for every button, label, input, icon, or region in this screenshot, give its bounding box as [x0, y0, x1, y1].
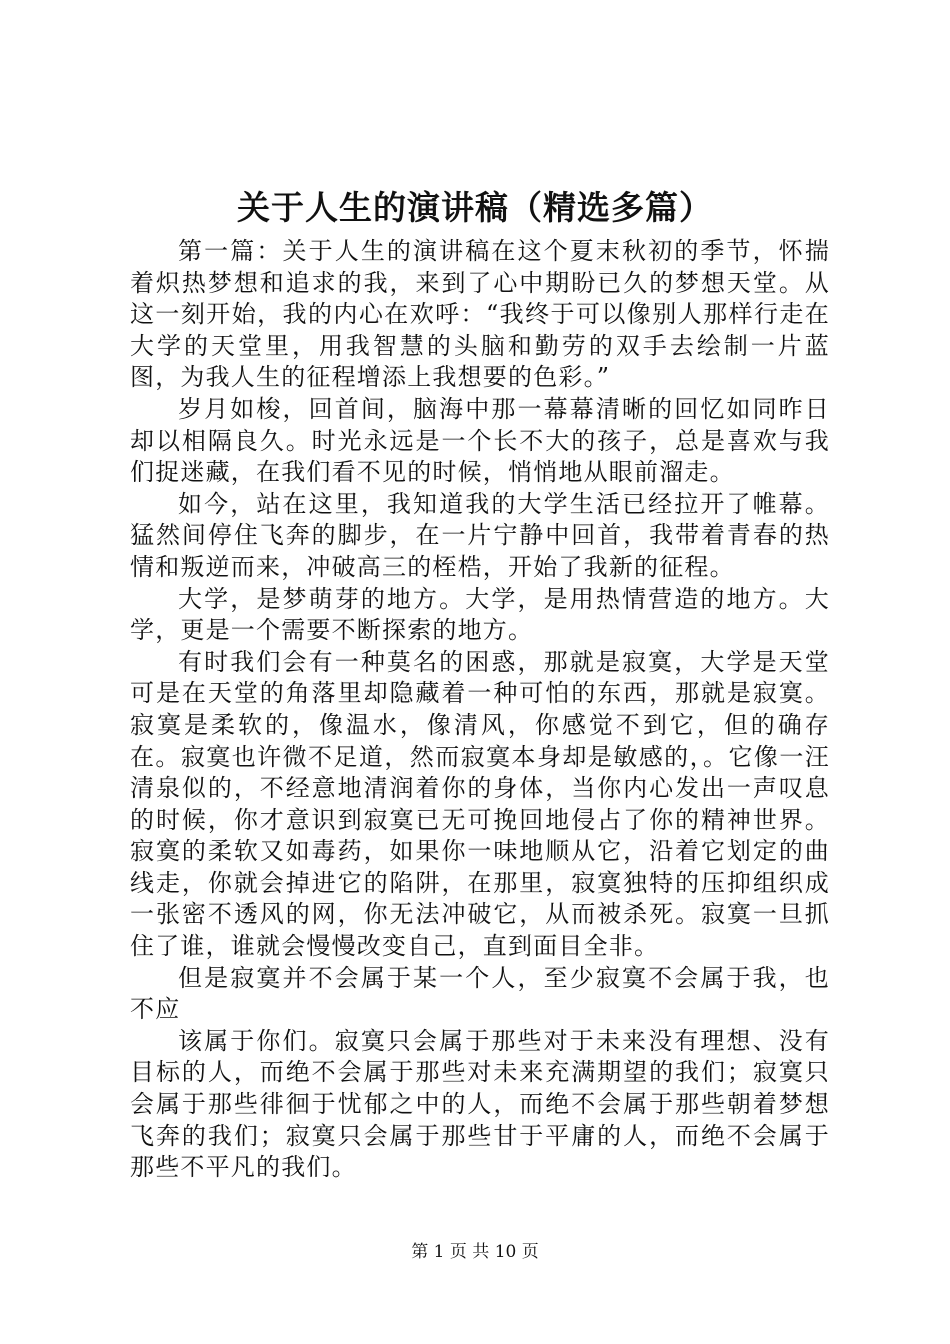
paragraph-1: 第一篇：关于人生的演讲稿在这个夏末秋初的季节，怀揣着炽热梦想和追求的我，来到了心中期盼已久的梦想天堂。从这一刻开始，我的内心在欢呼：“我终于可以像别人那样行走在大学的天堂里，用我智慧的头脑和勤劳的双手去绘制一片蓝图，为我人生的征程增添上我想要的色彩。”: [130, 237, 830, 392]
document-title: 关于人生的演讲稿（精选多篇）: [237, 188, 713, 227]
paragraph-6: 但是寂寞并不会属于某一个人，至少寂寞不会属于我，也不应: [130, 963, 830, 1024]
paragraph-4: 大学，是梦萌芽的地方。大学，是用热情营造的地方。大学，更是一个需要不断探索的地方。: [130, 584, 830, 645]
document-body: [130, 236, 830, 1184]
paragraph-5: 有时我们会有一种莫名的困惑，那就是寂寞，大学是天堂可是在天堂的角落里却隐藏着一种可怕的东西，那就是寂寞。寂寞是柔软的，像温水，像清风，你感觉不到它，但的确存在。寂寞也许微不足道，然而寂寞本身却是敏感的，。它像一汪清泉似的，不经意地清润着你的身体，当你内心发出一声叹息的时候，你才意识到寂寞已无可挽回地侵占了你的精神世界。寂寞的柔软又如毒药，如果你一味地顺从它，沿着它划定的曲线走，你就会掉进它的陷阱，在那里，寂寞独特的压抑组织成一张密不透风的网，你无法冲破它，从而被杀死。寂寞一旦抓住了谁，谁就会慢慢改变自己，直到面目全非。: [130, 647, 830, 961]
paragraph-7: 该属于你们。寂寞只会属于那些对于未来没有理想、没有目标的人，而绝不会属于那些对未来充满期望的我们；寂寞只会属于那些徘徊于忧郁之中的人，而绝不会属于那些朝着梦想飞奔的我们；寂寞只会属于那些甘于平庸的人，而绝不会属于那些不平凡的我们。: [130, 1026, 830, 1182]
page-number-footer: 第 1 页 共 10 页: [411, 1242, 539, 1262]
paragraph-2: 岁月如梭，回首间，脑海中那一幕幕清晰的回忆如同昨日却以相隔良久。时光永远是一个长不大的孩子，总是喜欢与我们捉迷藏，在我们看不见的时候，悄悄地从眼前溜走。: [130, 394, 830, 487]
paragraph-3: 如今，站在这里，我知道我的大学生活已经拉开了帷幕。猛然间停住飞奔的脚步，在一片宁静中回首，我带着青春的热情和叛逆而来，冲破高三的桎梏，开始了我新的征程。: [130, 489, 830, 581]
